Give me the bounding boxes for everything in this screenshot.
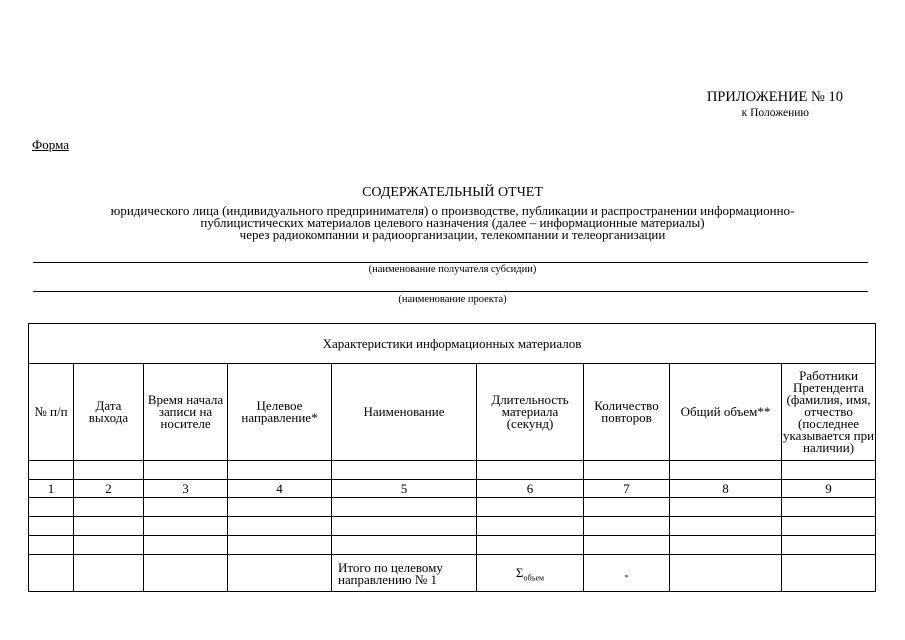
recipient-caption: (наименование получателя субсидии) [368, 264, 537, 275]
table-cell [29, 498, 74, 517]
column-number: 2 [74, 480, 144, 498]
column-number: 7 [584, 480, 670, 498]
column-header: Работники Претендента (фамилия, имя, отчество (последнее указывается при наличии) [782, 364, 876, 461]
document-title: СОДЕРЖАТЕЛЬНЫЙ ОТЧЕТ [362, 185, 543, 200]
column-header: № п/п [29, 364, 74, 461]
column-number: 5 [332, 480, 477, 498]
table-cell [74, 555, 144, 592]
column-header: Наименование [332, 364, 477, 461]
column-number: 1 [29, 480, 74, 498]
column-header: Целевое направление* [228, 364, 332, 461]
column-number: 3 [144, 480, 228, 498]
table-cell [332, 536, 477, 555]
description-line-2: публицистических материалов целевого назначения (далее – информационные материалы) [200, 215, 705, 230]
table-cell [782, 517, 876, 536]
table-row [29, 536, 876, 555]
table-cell [332, 461, 477, 480]
table-cell [144, 536, 228, 555]
description-line-1: юридического лица (индивидуального предпринимателя) о производстве, публикации и распространении информационно- [110, 203, 795, 218]
column-header: Количество повторов [584, 364, 670, 461]
table-row [29, 461, 876, 480]
table-cell [584, 461, 670, 480]
total-repeats: - [584, 555, 670, 592]
table-cell [782, 498, 876, 517]
table-cell [477, 517, 584, 536]
table-cell [228, 555, 332, 592]
project-line [33, 291, 868, 292]
table-cell [228, 517, 332, 536]
column-number: 9 [782, 480, 876, 498]
table-cell [144, 461, 228, 480]
table-cell [477, 461, 584, 480]
table-cell [332, 498, 477, 517]
sigma-subscript: объем [523, 573, 545, 583]
form-label: Форма [32, 137, 69, 152]
table-cell [477, 498, 584, 517]
table-cell [74, 517, 144, 536]
column-number: 8 [670, 480, 782, 498]
table-cell [584, 498, 670, 517]
table-cell [228, 536, 332, 555]
document-description [40, 205, 865, 241]
column-number: 4 [228, 480, 332, 498]
table-cell [144, 498, 228, 517]
table-cell [29, 517, 74, 536]
sigma-symbol: Σ [515, 565, 524, 581]
group-header: Характеристики информационных материалов [29, 324, 876, 364]
group-header-row [29, 324, 876, 364]
column-header: Общий объем** [670, 364, 782, 461]
recipient-line [33, 262, 868, 263]
total-duration-sum [477, 555, 584, 592]
table-cell [74, 536, 144, 555]
table-cell [74, 461, 144, 480]
description-line-3: через радиокомпании и радиоорганизации, телекомпании и телеорганизации [239, 227, 666, 242]
total-label: Итого по целевому направлению № 1 [332, 555, 477, 592]
table-cell [144, 555, 228, 592]
table-cell [670, 555, 782, 592]
project-caption: (наименование проекта) [398, 294, 507, 305]
column-number-row [29, 480, 876, 498]
total-row [29, 555, 876, 592]
table-cell [29, 555, 74, 592]
table-row [29, 498, 876, 517]
report-table [28, 323, 876, 592]
table-cell [144, 517, 228, 536]
table-cell [29, 536, 74, 555]
table-cell [29, 461, 74, 480]
table-cell [584, 536, 670, 555]
table-cell [782, 536, 876, 555]
table-cell [782, 555, 876, 592]
table-cell [670, 461, 782, 480]
table-cell [477, 536, 584, 555]
table-cell [74, 498, 144, 517]
column-header: Дата выхода [74, 364, 144, 461]
table-cell [228, 498, 332, 517]
table-row [29, 517, 876, 536]
column-header: Время начала записи на носителе [144, 364, 228, 461]
table-cell [670, 498, 782, 517]
column-header-row [29, 364, 876, 461]
table-cell [670, 536, 782, 555]
table-cell [670, 517, 782, 536]
appendix-title: ПРИЛОЖЕНИЕ № 10 [706, 89, 843, 105]
column-number: 6 [477, 480, 584, 498]
table-cell [332, 517, 477, 536]
table-cell [584, 517, 670, 536]
table-cell [228, 461, 332, 480]
column-header: Длительность материала (секунд) [477, 364, 584, 461]
appendix-subtitle: к Положению [741, 107, 809, 119]
table-cell [782, 461, 876, 480]
